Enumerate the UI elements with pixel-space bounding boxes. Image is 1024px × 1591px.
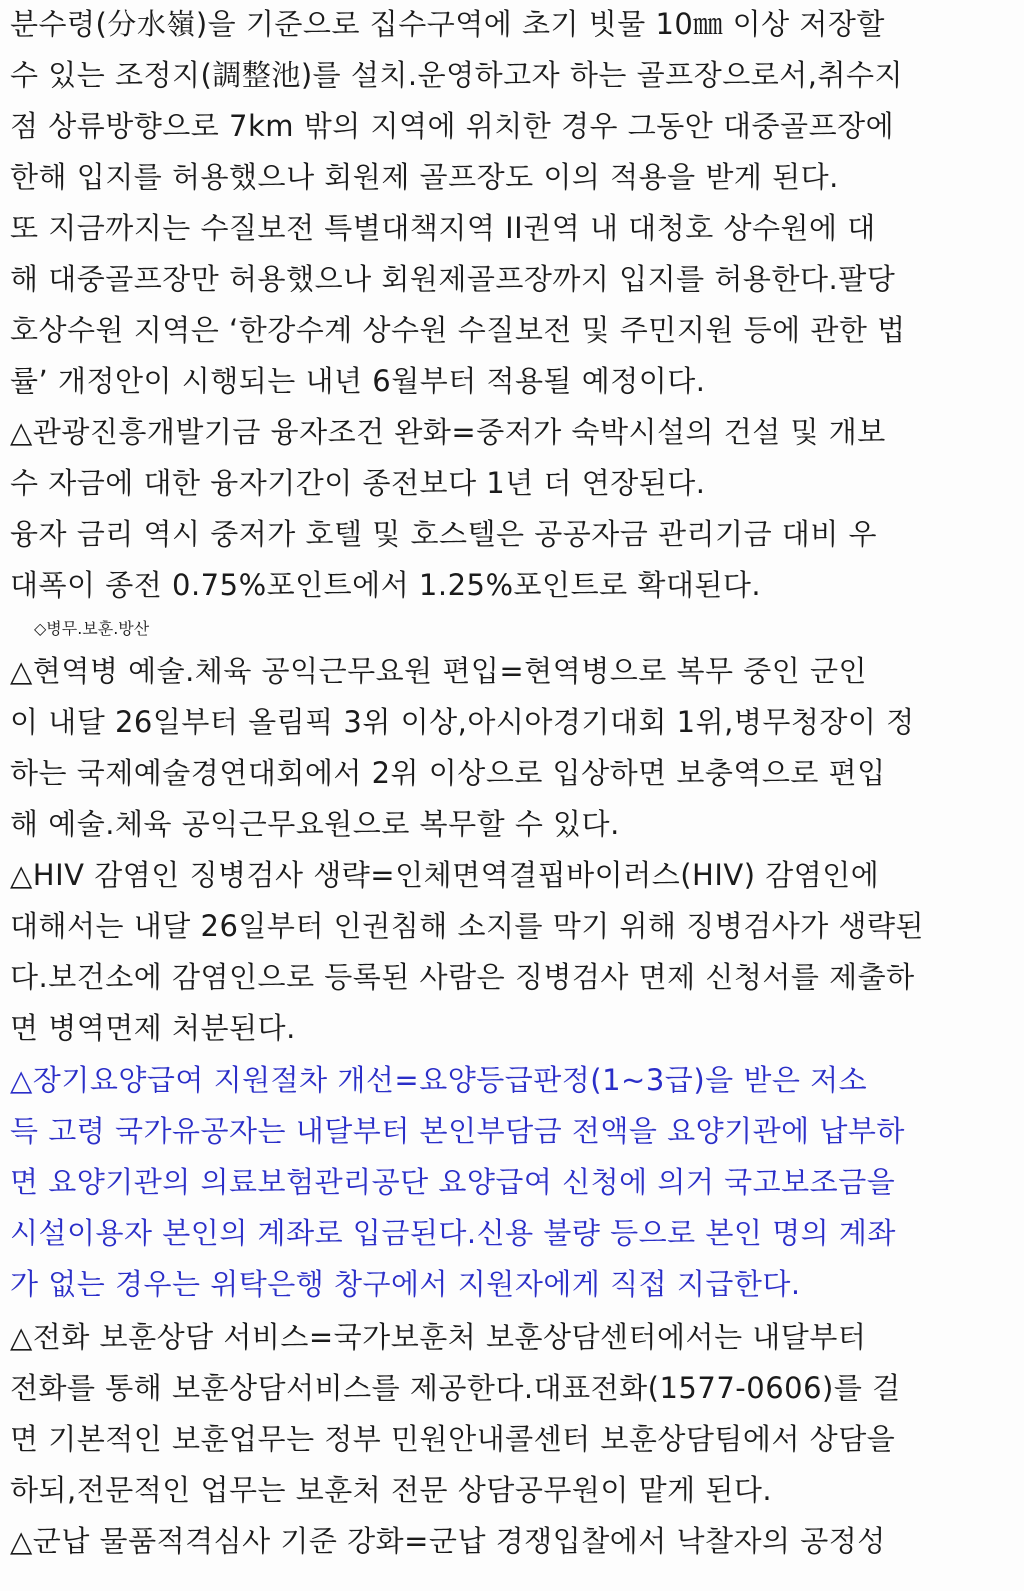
text-line: 면 병역면제 처분된다. bbox=[10, 1011, 296, 1045]
text-line: 률’ 개정안이 시행되는 내년 6월부터 적용될 예정이다. bbox=[10, 364, 706, 398]
highlighted-text-line: △장기요양급여 지원절차 개선=요양등급판정(1~3급)을 받은 저소 bbox=[10, 1063, 868, 1097]
text-line: 하는 국제예술경연대회에서 2위 이상으로 입상하면 보충역으로 편입 bbox=[10, 756, 886, 790]
text-line: 한해 입지를 허용했으나 회원제 골프장도 이의 적용을 받게 된다. bbox=[10, 160, 839, 194]
text-line: 또 지금까지는 수질보전 특별대책지역 II권역 내 대청호 상수원에 대 bbox=[10, 211, 876, 245]
text-line: 면 기본적인 보훈업무는 정부 민원안내콜센터 보훈상담팀에서 상담을 bbox=[10, 1422, 896, 1456]
text-line: △관광진흥개발기금 융자조건 완화=중저가 숙박시설의 건설 및 개보 bbox=[10, 415, 886, 449]
text-line: 다.보건소에 감염인으로 등록된 사람은 징병검사 면제 신청서를 제출하 bbox=[10, 960, 915, 994]
text-line: △현역병 예술.체육 공익근무요원 편입=현역병으로 복무 중인 군인 bbox=[10, 654, 867, 688]
text-line: 전화를 통해 보훈상담서비스를 제공한다.대표전화(1577-0606)를 걸 bbox=[10, 1371, 901, 1405]
text-line: 대해서는 내달 26일부터 인권침해 소지를 막기 위해 징병검사가 생략된 bbox=[10, 909, 925, 943]
highlighted-text-line: 득 고령 국가유공자는 내달부터 본인부담금 전액을 요양기관에 납부하 bbox=[10, 1114, 905, 1148]
text-line: 하되,전문적인 업무는 보훈처 전문 상담공무원이 맡게 된다. bbox=[10, 1473, 773, 1507]
text-line: 호상수원 지역은 ‘한강수계 상수원 수질보전 및 주민지원 등에 관한 법 bbox=[10, 313, 906, 347]
text-line: △군납 물품적격심사 기준 강화=군납 경쟁입찰에서 낙찰자의 공정성 bbox=[10, 1524, 886, 1558]
text-line: 융자 금리 역시 중저가 호텔 및 호스텔은 공공자금 관리기금 대비 우 bbox=[10, 517, 878, 551]
text-line: 수 있는 조정지(調整池)를 설치.운영하고자 하는 골프장으로서,취수지 bbox=[10, 58, 904, 92]
text-line: 대폭이 종전 0.75%포인트에서 1.25%포인트로 확대된다. bbox=[10, 568, 762, 602]
text-line: △전화 보훈상담 서비스=국가보훈처 보훈상담센터에서는 내달부터 bbox=[10, 1320, 867, 1354]
text-line: 이 내달 26일부터 올림픽 3위 이상,아시아경기대회 1위,병무청장이 정 bbox=[10, 705, 915, 739]
text-line: 수 자금에 대한 융자기간이 종전보다 1년 더 연장된다. bbox=[10, 466, 706, 500]
text-line: 점 상류방향으로 7km 밖의 지역에 위치한 경우 그동안 대중골프장에 bbox=[10, 109, 895, 143]
text-line: 해 대중골프장만 허용했으나 회원제골프장까지 입지를 허용한다.팔당 bbox=[10, 262, 896, 296]
text-line: 해 예술.체육 공익근무요원으로 복무할 수 있다. bbox=[10, 807, 620, 841]
text-line: 분수령(分水嶺)을 기준으로 집수구역에 초기 빗물 10㎜ 이상 저장할 bbox=[10, 7, 885, 41]
section-heading: ◇병무.보훈.방산 bbox=[34, 619, 150, 638]
text-line: △HIV 감염인 징병검사 생략=인체면역결핍바이러스(HIV) 감염인에 bbox=[10, 858, 880, 892]
highlighted-text-line: 면 요양기관의 의료보험관리공단 요양급여 신청에 의거 국고보조금을 bbox=[10, 1165, 896, 1199]
highlighted-text-line: 가 없는 경우는 위탁은행 창구에서 지원자에게 직접 지급한다. bbox=[10, 1267, 801, 1301]
highlighted-text-line: 시설이용자 본인의 계좌로 입금된다.신용 불량 등으로 본인 명의 계좌 bbox=[10, 1216, 896, 1250]
